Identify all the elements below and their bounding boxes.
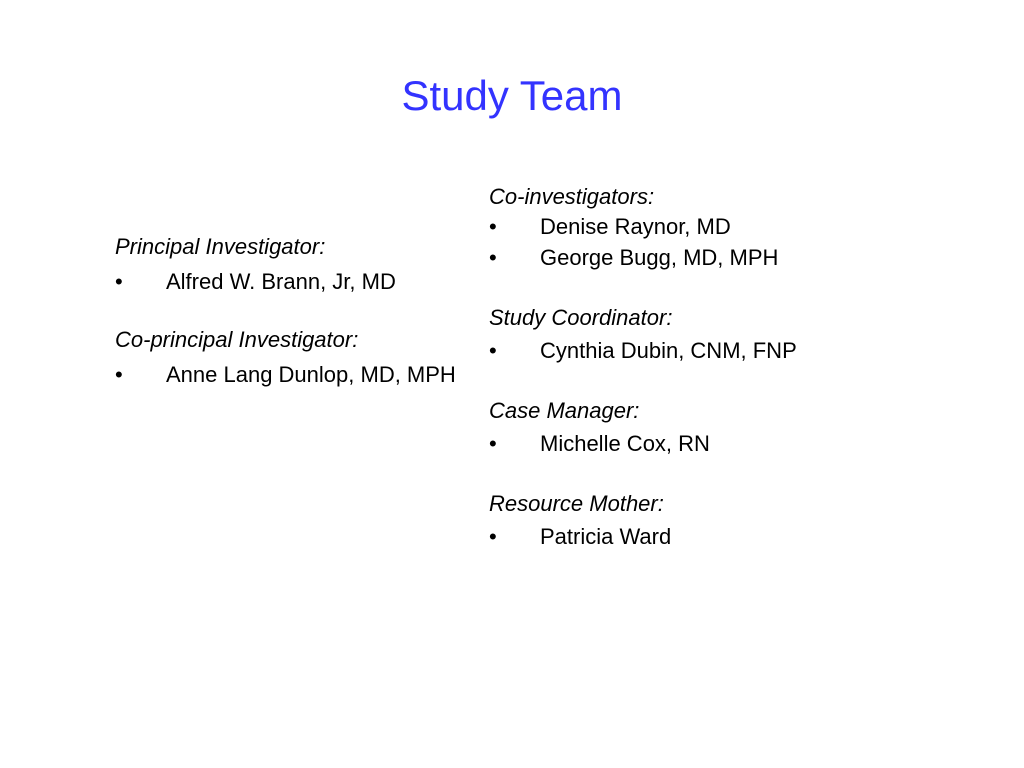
bullet-icon: •	[115, 362, 123, 387]
member-name: Cynthia Dubin, CNM, FNP	[540, 338, 797, 363]
member-item	[489, 522, 929, 552]
member-item	[115, 360, 456, 390]
member-list	[115, 267, 455, 297]
left-column	[115, 232, 455, 390]
role-group-case-manager	[489, 396, 929, 459]
bullet-icon: •	[115, 269, 123, 294]
role-group-co-principal-investigator	[115, 325, 455, 390]
member-list	[489, 211, 929, 273]
member-name: Denise Raynor, MD	[540, 214, 731, 239]
member-list	[489, 522, 929, 552]
member-item	[489, 242, 929, 273]
slide-title: Study Team	[401, 72, 623, 119]
role-label: Principal Investigator:	[115, 234, 326, 259]
role-label: Co-principal Investigator:	[115, 327, 359, 352]
member-list	[115, 360, 455, 390]
member-name: Michelle Cox, RN	[540, 431, 710, 456]
member-name: Patricia Ward	[540, 524, 672, 549]
member-name: George Bugg, MD, MPH	[540, 245, 779, 270]
bullet-icon: •	[489, 245, 497, 270]
member-item	[489, 429, 929, 459]
right-column	[489, 182, 929, 552]
role-label: Resource Mother:	[489, 491, 664, 516]
role-group-principal-investigator	[115, 232, 455, 297]
bullet-icon: •	[489, 338, 497, 363]
bullet-icon: •	[489, 431, 497, 456]
member-item	[115, 267, 456, 297]
member-name: Alfred W. Brann, Jr, MD	[166, 269, 396, 294]
bullet-icon: •	[489, 214, 497, 239]
role-group-study-coordinator	[489, 303, 929, 366]
member-list	[489, 429, 929, 459]
role-group-co-investigators	[489, 182, 929, 273]
role-label: Case Manager:	[489, 398, 640, 423]
member-name: Anne Lang Dunlop, MD, MPH	[166, 362, 456, 387]
role-label: Study Coordinator:	[489, 305, 673, 330]
role-label: Co-investigators:	[489, 184, 655, 209]
member-list	[489, 336, 929, 366]
member-item	[489, 211, 929, 242]
role-group-resource-mother	[489, 489, 929, 552]
bullet-icon: •	[489, 524, 497, 549]
member-item	[489, 336, 929, 366]
